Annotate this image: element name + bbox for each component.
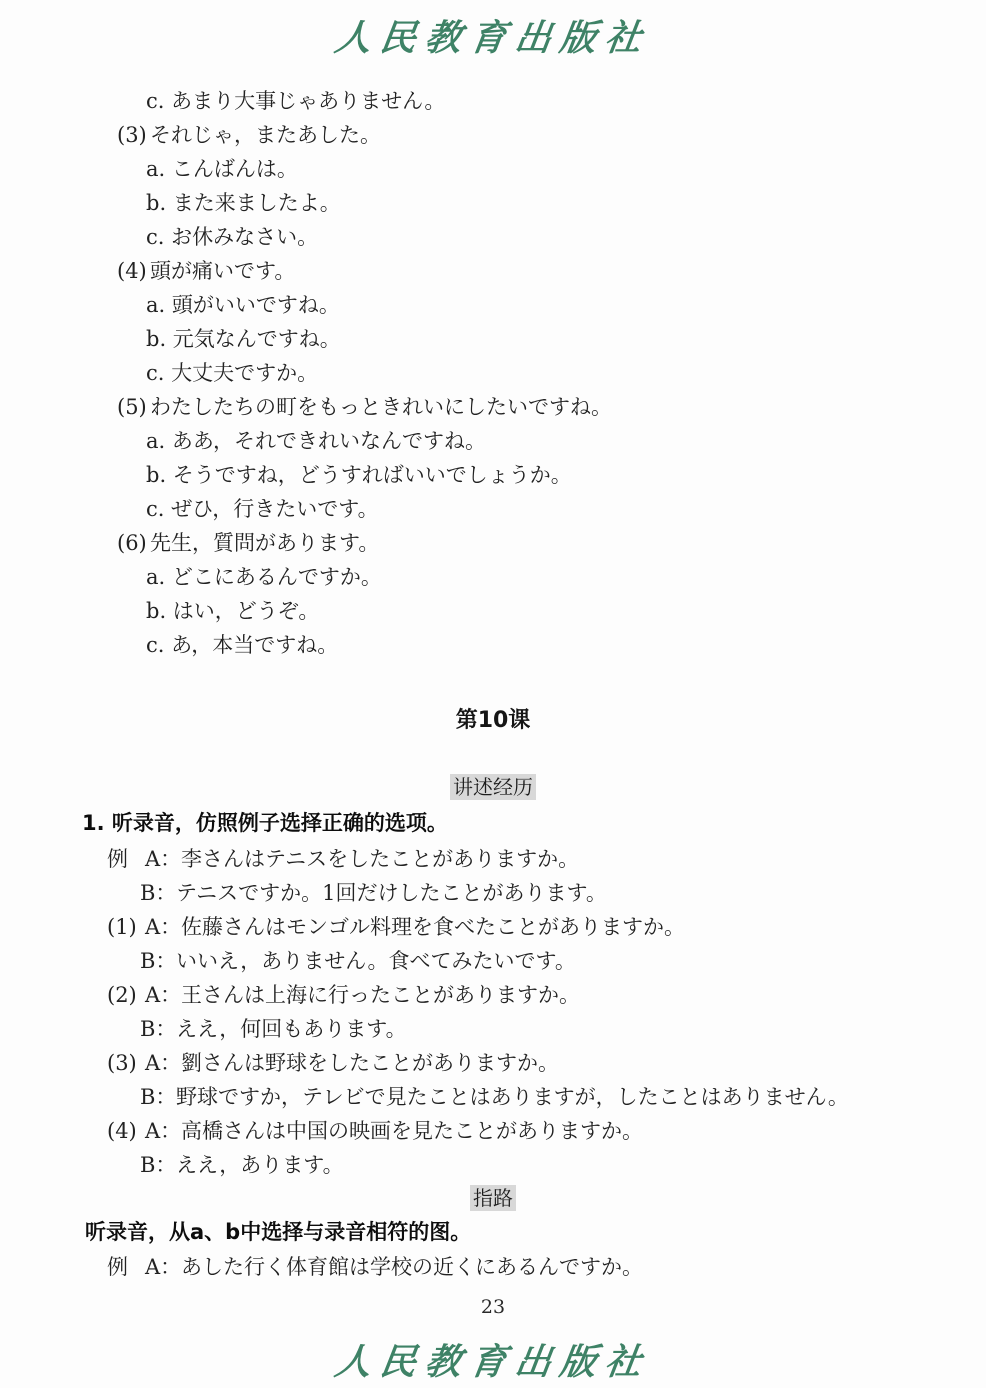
speaker-label: B： (140, 1153, 177, 1177)
quiz-option: b. はい，どうぞ。 (146, 599, 320, 623)
section-subtitle-wrap (0, 1182, 986, 1211)
speaker-label: B： (140, 881, 177, 905)
quiz-option: c. ぜひ，行きたいです。 (146, 497, 379, 521)
speaker-label: B： (140, 1017, 177, 1041)
speaker-label: A： (145, 1051, 182, 1075)
question-number: (4) (117, 259, 147, 283)
quiz-option: a. ああ，それできれいなんですね。 (146, 429, 487, 453)
dialogue-line-b (107, 1080, 849, 1114)
speaker-label: A： (145, 1119, 182, 1143)
dialogue-text: テニスですか。1回だけしたことがあります。 (176, 881, 607, 905)
dialogue-line-a (107, 1046, 849, 1080)
dialogue-line-b (107, 1148, 849, 1182)
exercise-instruction: 1. 听录音，仿照例子选择正确的选项。 (82, 811, 448, 835)
dialogue-line-a (107, 978, 849, 1012)
exercise-instruction: 听录音，从a、b中选择与录音相符的图。 (85, 1220, 472, 1244)
quiz-question (117, 118, 612, 152)
dialogue-text: 高橋さんは中国の映画を見たことがありますか。 (181, 1119, 643, 1143)
dialogue-prefix: (1) (107, 915, 137, 939)
section-subtitle: 指路 (470, 1185, 516, 1211)
question-number: (5) (117, 395, 147, 419)
listening-quiz-continued (117, 84, 612, 662)
question-text: 先生，質問があります。 (150, 531, 380, 555)
page-number: 23 (480, 1296, 506, 1318)
question-text: わたしたちの町をもっときれいにしたいですね。 (150, 395, 612, 419)
publisher-logo-top: 人民教育出版社 (332, 17, 654, 59)
speaker-label: A： (145, 983, 182, 1007)
quiz-option: b. また来ましたよ。 (146, 191, 341, 215)
dialogue-prefix: (2) (107, 983, 137, 1007)
dialogue-text: 劉さんは野球をしたことがありますか。 (181, 1051, 559, 1075)
dialogue-line-a (107, 842, 849, 876)
quiz-option: a. こんばんは。 (146, 157, 298, 181)
speaker-label: B： (140, 949, 177, 973)
dialogue-line-a (107, 1250, 643, 1284)
speaker-label: A： (145, 1255, 182, 1279)
quiz-option: c. お休みなさい。 (146, 225, 319, 249)
quiz-question (117, 526, 612, 560)
quiz-option: c. あ，本当ですね。 (146, 633, 339, 657)
dialogue-text: 王さんは上海に行ったことがありますか。 (181, 983, 580, 1007)
dialogue-text: あした行く体育館は学校の近くにあるんですか。 (181, 1255, 643, 1279)
question-text: それじゃ，またあした。 (150, 123, 381, 147)
dialogue-prefix: (3) (107, 1051, 137, 1075)
dialogue-list (107, 842, 849, 1182)
publisher-logo-bottom: 人民教育出版社 (332, 1341, 654, 1383)
lesson-title: 第10课 (455, 708, 531, 733)
dialogue-text: 佐藤さんはモンゴル料理を食べたことがありますか。 (181, 915, 685, 939)
question-text: 頭が痛いです。 (150, 259, 296, 283)
section-subtitle-wrap (0, 771, 986, 800)
quiz-option: c. 大丈夫ですか。 (146, 361, 319, 385)
question-number: (6) (117, 531, 147, 555)
quiz-question (117, 254, 612, 288)
dialogue-line-a (107, 910, 849, 944)
dialogue-text: ええ，何回もあります。 (176, 1017, 407, 1041)
question-number: (3) (117, 123, 147, 147)
speaker-label: B： (140, 1085, 177, 1109)
dialogue-text: 野球ですか，テレビで見たことはありますが，したことはありません。 (176, 1085, 849, 1109)
dialogue-line-b (107, 1012, 849, 1046)
dialogue-line-a (107, 1114, 849, 1148)
dialogue-prefix: 例 (107, 847, 128, 871)
quiz-question (117, 390, 612, 424)
quiz-option: a. 頭がいいですね。 (146, 293, 340, 317)
speaker-label: A： (145, 847, 182, 871)
quiz-option: a. どこにあるんですか。 (146, 565, 382, 589)
section-subtitle: 讲述经历 (450, 774, 536, 800)
quiz-option: b. そうですね，どうすればいいでしょうか。 (146, 463, 572, 487)
dialogue-line-b (107, 944, 849, 978)
dialogue-text: 李さんはテニスをしたことがありますか。 (181, 847, 580, 871)
speaker-label: A： (145, 915, 182, 939)
dialogue-text: いいえ，ありません。食べてみたいです。 (176, 949, 576, 973)
dialogue-prefix: (4) (107, 1119, 137, 1143)
dialogue-line-b (107, 876, 849, 910)
dialogue-prefix: 例 (107, 1255, 128, 1279)
quiz-option: b. 元気なんですね。 (146, 327, 341, 351)
quiz-option: c. あまり大事じゃありません。 (146, 89, 446, 113)
dialogue-text: ええ，あります。 (176, 1153, 344, 1177)
